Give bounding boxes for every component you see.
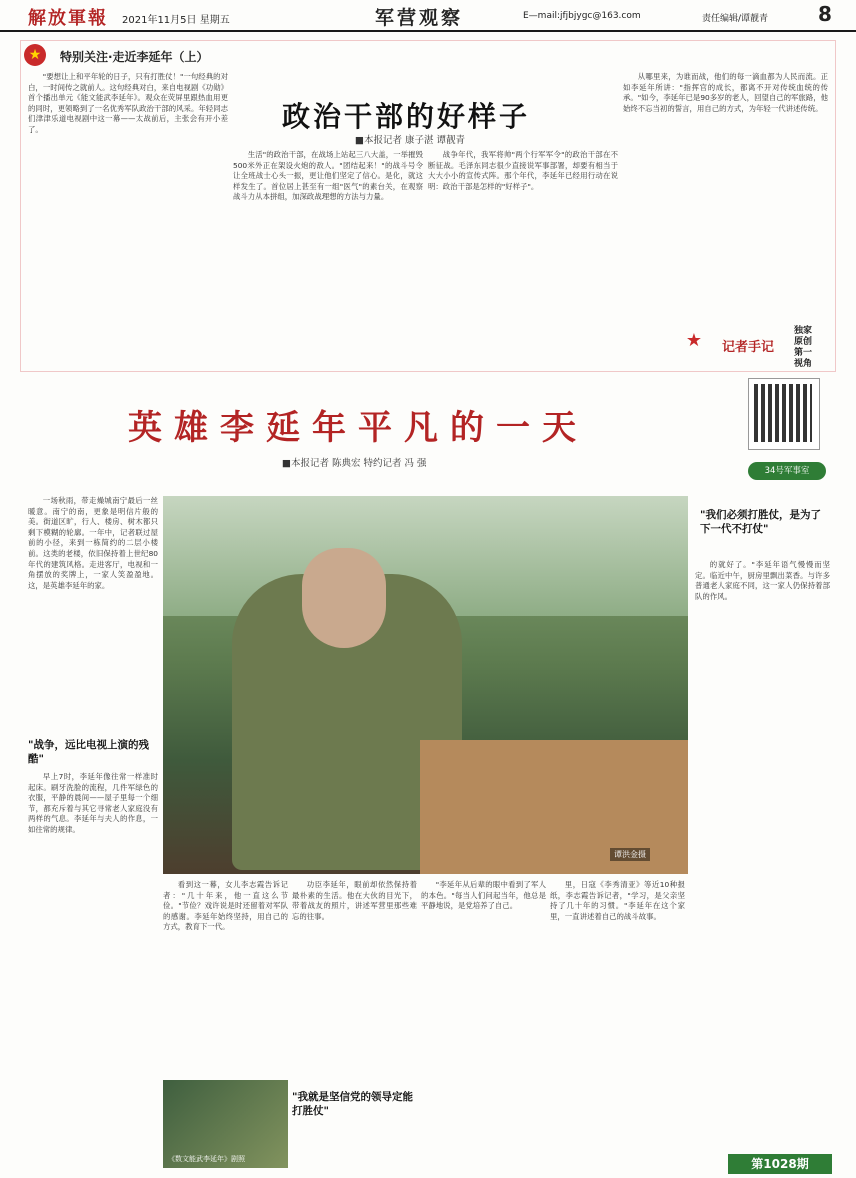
publication-date: 2021年11月5日 星期五 (122, 15, 230, 26)
page-number: 8 (818, 2, 832, 26)
paragraph: 从哪里来，为谁而战，他们的每一滴血都为人民而流。正如李延年所讲："指挥官的成长，都离不开对传统血统的传承。"如今，李延年已是90多岁的老人，回望自己的军旅路，他始终不忘当初的誓言，用自己的方式，为年轻一代讲述传统。 (623, 72, 828, 113)
drama-still-caption: 《数文能武李延年》剧照 (168, 1155, 245, 1163)
paragraph: 战争年代，我军将帅"两个行军军令"的政治干部在不断征战。毛泽东同志很少直接说军事部署，却要有相当于大大小小的宣传式阵。那个年代，李延年已经用行动在说明：政治干部是怎样的"好样子"。 (428, 150, 618, 191)
top-article-byline: ■本报记者 康子湛 谭靓青 (355, 135, 466, 146)
paragraph: 里，日寇《李秀清亚》等近10种报纸，李志霞告诉记者，"学习，是父亲坚持了几十年的习惯。"李延年在这个家里，一直讲述着自己的战斗故事。 (550, 880, 685, 921)
photo-credit: 谭洪金摄 (610, 848, 650, 861)
top-article-column-4 (623, 72, 828, 322)
subheading: "我就是坚信党的领导定能打胜仗" (292, 1091, 413, 1117)
main-article-column-1b (28, 772, 158, 1168)
issue-number-badge: 第1028期 (728, 1154, 832, 1174)
main-article-column-2 (163, 880, 288, 1075)
paragraph: 早上7时，李延年像往常一样准时起床。刷牙洗脸的流程，几件军绿色的衣服，平静的晨间——屋子里每一个细节，都充斥着与其它寻常老人家庭没有两样的气息。李延年与夫人的作息，一如往常的规律。 (28, 772, 158, 834)
paragraph: 的就好了。"李延年语气慢慢而坚定。临近中午，厨房里飘出菜香。与许多普通老人家庭不同，这一家人仍保持着部队的作风。 (695, 560, 830, 601)
contact-email: E—mail:jfjbjygc@163.com (523, 11, 641, 21)
top-article-column-2 (233, 150, 423, 365)
main-article-byline: ■本报记者 陈典宏 特约记者 冯 强 (282, 458, 427, 469)
paragraph: 看到这一幕，女儿李志霞告诉记者："几十年来，他一直这么节俭。"节俭？戏许说是时还留着对军队的感谢。李延年始终坚持，用自己的方式，教育下一代。 (163, 880, 288, 932)
paragraph: "李延年从后辈的眼中看到了军人的本色。"每当人们问起当年，他总是平静地说，是党培养了自己。 (421, 880, 546, 911)
top-article-column-1 (28, 72, 228, 362)
star-icon: ★ (685, 330, 703, 351)
qr-caption: 独家原创第一视角 (794, 326, 813, 369)
top-article-headline: 政治干部的好样子 (282, 100, 531, 133)
main-article-column-5 (695, 560, 830, 1150)
paragraph: "要想让上和平年轮的日子，只有打胜仗！"一句经典的对白，一时间传之就前人。这句经典对白，来自电视剧《功勋》首个播出单元《能文能武李延年》。观众在荧屏里跟热血用更的同时，更领略到了一名优秀军队政治干部的风采。年轻同志们津津乐道电视剧中这一幕——太战前后，主张会有开小差了。 (28, 72, 228, 134)
subheading: "我们必须打胜仗，是为了下一代不打仗" (700, 509, 821, 535)
paragraph: 一场秋雨，带走燥城南宁最后一丝暖意。南宁的南，更象是明信片般的美。街道区旷，行人、楼房、树木都只剩下模糊的轮廓。一年中，记者联过屋前的小径，来到一栋简约的二层小楼前。这类的老楼，依旧保持着上世纪80年代的建筑风格。走进客厅，电视和一角摆放的奖牌上，一家人笑盈盈地。这，是英雄李延年的家。 (28, 496, 158, 590)
reporter-note-label: 记者手记 (722, 340, 775, 355)
app-badge: 34号军事室 (748, 462, 826, 480)
paragraph: 功臣李延年，眼前却依然保持着最朴素的生活。他在大伙的目光下，带着战友的照片，讲述军营里那些难忘的往事。 (292, 880, 417, 921)
section-title: 军营观察 (375, 7, 464, 29)
photo-veteran-head (302, 548, 386, 648)
main-article-headline: 英雄李延年平凡的一天 (128, 408, 588, 448)
responsible-editor: 责任编辑/谭靓青 (702, 14, 769, 24)
top-article-column-3 (428, 150, 618, 365)
paragraph: 生活"的政治干部，在战场上站起三八大盖，一举摧毁500米外正在架设火炮的敌人。"团结起来！"的战斗号令让全班战士心头一振，更让他们坚定了信心。是化，就这样发生了。首位居上甚至有一组"医气"的素台关，在观察战斗力从本拼组，加深政战理想的方法与力量。 (233, 150, 423, 202)
newspaper-brand: 解放軍報 (28, 8, 108, 29)
qr-code-pattern (754, 384, 812, 442)
red-star-icon: ★ (24, 44, 46, 66)
main-article-column-3 (292, 880, 417, 1085)
subheading: "战争，远比电视上演的残酷" (28, 738, 158, 766)
main-article-column-6 (550, 880, 685, 1168)
special-column-label: 特别关注·走近李延年（上） (60, 50, 209, 64)
main-article-column-4 (421, 880, 546, 1168)
